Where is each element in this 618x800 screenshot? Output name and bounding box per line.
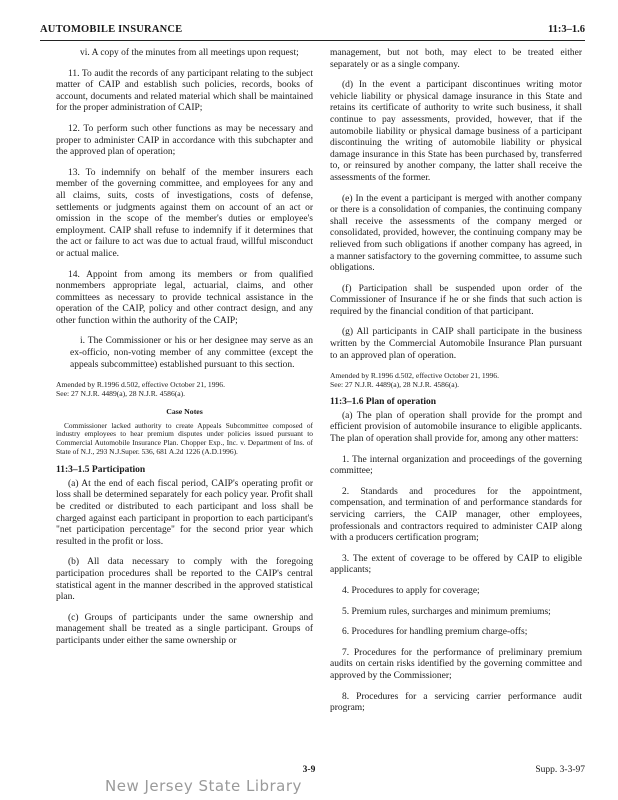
paragraph-e: (e) In the event a participant is merged with another company or there is a consolidation of companies, the continuing company shall receive the assessments of the company merged or consolidated, provided, however, the continuing company may be relieved from such obligations if another company has agreed, in a manner satisfactory to the governing committee, to assume such obligations. <box>330 193 582 274</box>
list-item-4: 4. Procedures to apply for coverage; <box>342 585 480 596</box>
section-heading-participation: 11:3–1.5 Participation <box>56 465 146 476</box>
header-title: AUTOMOBILE INSURANCE <box>40 24 183 35</box>
paragraph-11: 11. To audit the records of any participant relating to the subject matter of CAIP and establish such policies, records, books of account, documents and related material which shall be maintained for the proper administration of CAIP; <box>56 68 313 114</box>
section-heading-plan-of-operation: 11:3–1.6 Plan of operation <box>330 397 437 408</box>
list-item-2: 2. Standards and procedures for the appointment, compensation, and termination of and performance standards for servicing carriers, the CAIP manager, other employees, professionals and contractors required to administer CAIP along with a producers certification program; <box>330 486 582 544</box>
paragraph-a: (a) At the end of each fiscal period, CAIP's operating profit or loss shall be determined separately for each policy year. Profit shall be credited or distributed to each participant and loss shall be charged against each participant in proportion to each participant's "net participation percentage" for the second prior year which resulted in the profit or loss. <box>56 478 313 547</box>
left-column <box>56 48 313 657</box>
list-item-8: 8. Procedures for a servicing carrier performance audit program; <box>330 691 582 714</box>
library-stamp: New Jersey State Library <box>105 777 302 795</box>
case-notes-heading: Case Notes <box>166 407 203 417</box>
paragraph-vi: vi. A copy of the minutes from all meetings upon request; <box>80 48 299 58</box>
paragraph-13: 13. To indemnify on behalf of the member insurers each member of the governing committee, and employees for any and all claims, suits, costs of investigations, costs of defense, settlements or judgments against them on account of an act or omission in the scope of the member's duties or employee's employment. CAIP shall refuse to indemnify if it determines that the act or failure to act was due to actual fraud, willful misconduct or actual malice. <box>56 167 313 259</box>
paragraph-d: (d) In the event a participant discontinues writing motor vehicle liability or physical damage insurance in this State and retains its certificate of authority to write such business, it shall continue to pay assessments, provided, however, that if the automobile liability or physical damage business of a participant discontinuing the writing of automobile liability or physical damage insurance in this State has been purchased by, transferred to, or reinsured by another company, the latter shall receive the assessments of the former. <box>330 80 582 183</box>
list-item-3: 3. The extent of coverage to be offered by CAIP to eligible applicants; <box>330 553 582 576</box>
list-item-6: 6. Procedures for handling premium charge-offs; <box>342 627 528 638</box>
amendment-note: Amended by R.1996 d.502, effective October 21, 1996. See: 27 N.J.R. 4489(a), 28 N.J.R. 4586(a). <box>330 371 499 390</box>
paragraph-g: (g) All participants in CAIP shall participate in the business written by the Commercial Automobile Insurance Plan pursuant to an approved plan of operation. <box>330 327 582 361</box>
running-header <box>40 24 585 41</box>
paragraph-14: 14. Appoint from among its members or from qualified nonmembers appropriate legal, actuarial, claims, and other committees as necessary to provide technical assistance in the operation of the CAIP, policy and other contract design, and any other function within the authority of the CAIP; <box>56 269 313 326</box>
list-item-5: 5. Premium rules, surcharges and minimum premiums; <box>342 606 551 617</box>
right-column <box>330 48 582 724</box>
paragraph-c: (c) Groups of participants under the same ownership and management shall be treated as a single participant. Groups of participants under either the same ownership or <box>56 612 313 646</box>
amendment-note: Amended by R.1996 d.502, effective October 21, 1996. See: 27 N.J.R. 4489(a), 28 N.J.R. 4586(a). <box>56 380 225 399</box>
list-item-1: 1. The internal organization and proceedings of the governing committee; <box>330 454 582 477</box>
paragraph-f: (f) Participation shall be suspended upon order of the Commissioner of Insurance if he or she finds that such action is required by the financial condition of that participant. <box>330 283 582 317</box>
paragraph-a: (a) The plan of operation shall provide for the prompt and efficient provision of automobile insurance to eligible applicants. The plan of operation shall provide for, among any other matters: <box>330 410 582 445</box>
header-section-number: 11:3–1.6 <box>547 24 585 35</box>
case-notes-text: Commissioner lacked authority to create Appeals Subcommittee composed of industry employees to hear premium disputes under policies issued pursuant to Commercial Automobile Insurance Plan. Chopper Exp., Inc. v. Department of Ins. of State of N.J., 293 N.J.Super. 536, 681 A.2d 1226 (A.D.1996). <box>56 420 313 456</box>
page-number: 3-9 <box>302 765 316 775</box>
paragraph-14-i: i. The Commissioner or his or her designee may serve as an ex-officio, non-voting member of any committee (except the appeals subcommittee) established pursuant to this section. <box>70 336 313 370</box>
list-item-7: 7. Procedures for the performance of preliminary premium audits on certain risks identified by the governing committee and approved by the Commissioner; <box>330 647 582 681</box>
paragraph-c-continued: management, but not both, may elect to be treated either separately or as a single company. <box>330 48 582 70</box>
paragraph-b: (b) All data necessary to comply with the foregoing participation procedures shall be reported to the CAIP's central statistical agent in the manner described in the approved statistical plan. <box>56 557 313 603</box>
paragraph-12: 12. To perform such other functions as may be necessary and proper to administer CAIP in accordance with this subchapter and the approved plan of operation; <box>56 123 313 158</box>
supplement-date: Supp. 3-3-97 <box>535 765 585 775</box>
